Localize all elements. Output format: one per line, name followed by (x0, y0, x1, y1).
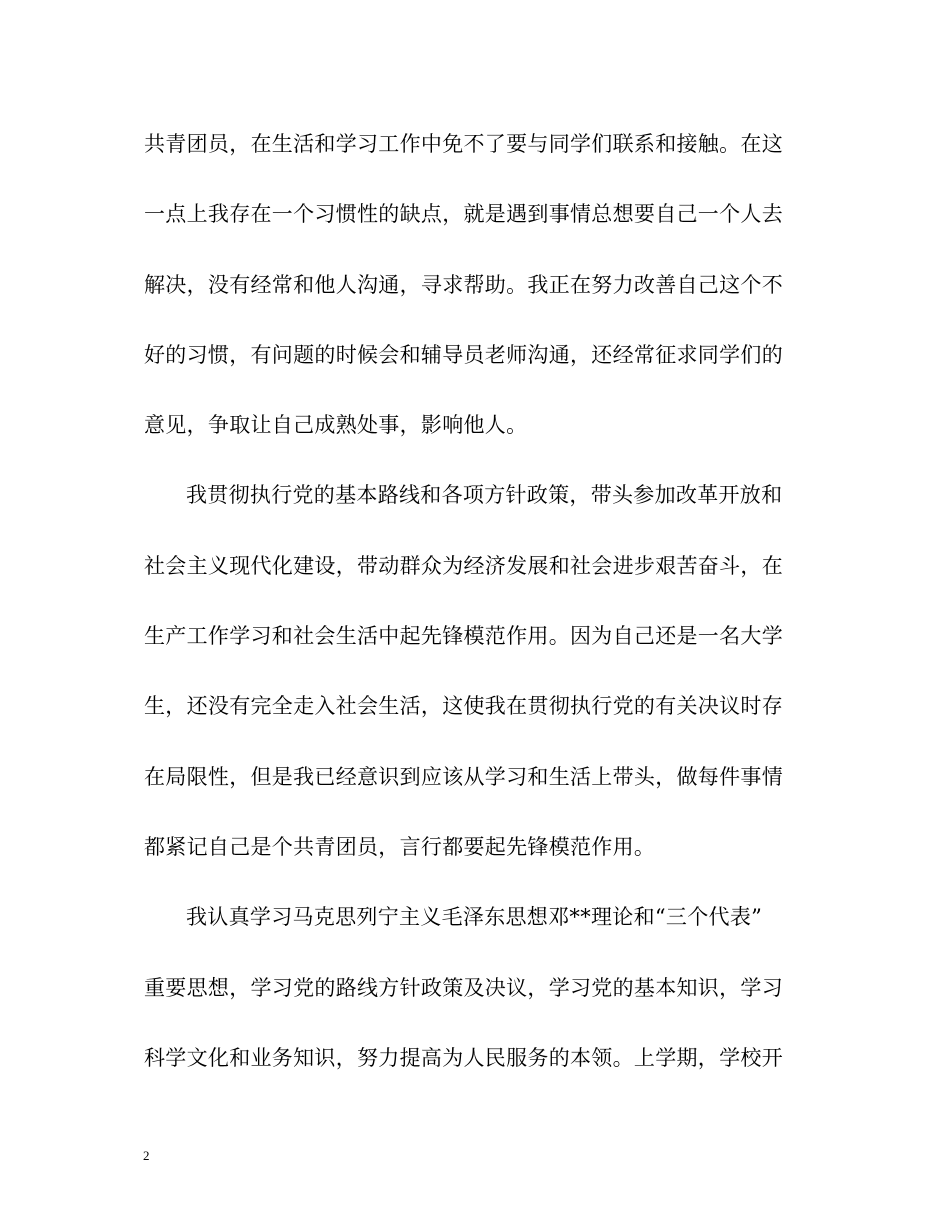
text-line: 好的习惯，有问题的时候会和辅导员老师沟通，还经常征求同学们的 (144, 342, 783, 367)
page-number: 2 (143, 1148, 150, 1163)
text-line: 科学文化和业务知识，努力提高为人民服务的本领。上学期，学校开 (144, 1045, 783, 1070)
text-line: 都紧记自己是个共青团员，言行都要起先锋模范作用。 (144, 834, 656, 859)
paragraph-start-line: 我贯彻执行党的基本路线和各项方针政策，带头参加改革开放和 (186, 483, 783, 508)
text-line: 一点上我存在一个习惯性的缺点，就是遇到事情总想要自己一个人去 (144, 202, 783, 227)
paragraph-start-line: 我认真学习马克思列宁主义毛泽东思想邓**理论和“三个代表” (186, 905, 763, 930)
text-line: 社会主义现代化建设，带动群众为经济发展和社会进步艰苦奋斗，在 (144, 553, 783, 578)
text-line: 共青团员，在生活和学习工作中免不了要与同学们联系和接触。在这 (144, 132, 783, 156)
text-line: 生，还没有完全走入社会生活，这使我在贯彻执行党的有关决议时存 (144, 694, 783, 719)
text-line: 意见，争取让自己成熟处事，影响他人。 (144, 413, 528, 438)
text-line: 解决，没有经常和他人沟通，寻求帮助。我正在努力改善自己这个不 (144, 272, 783, 297)
text-line: 在局限性，但是我已经意识到应该从学习和生活上带头，做每件事情 (144, 764, 783, 789)
text-line: 重要思想，学习党的路线方针政策及决议，学习党的基本知识，学习 (144, 975, 783, 1000)
text-line: 生产工作学习和社会生活中起先锋模范作用。因为自己还是一名大学 (144, 624, 783, 649)
body-text (144, 116, 800, 1100)
